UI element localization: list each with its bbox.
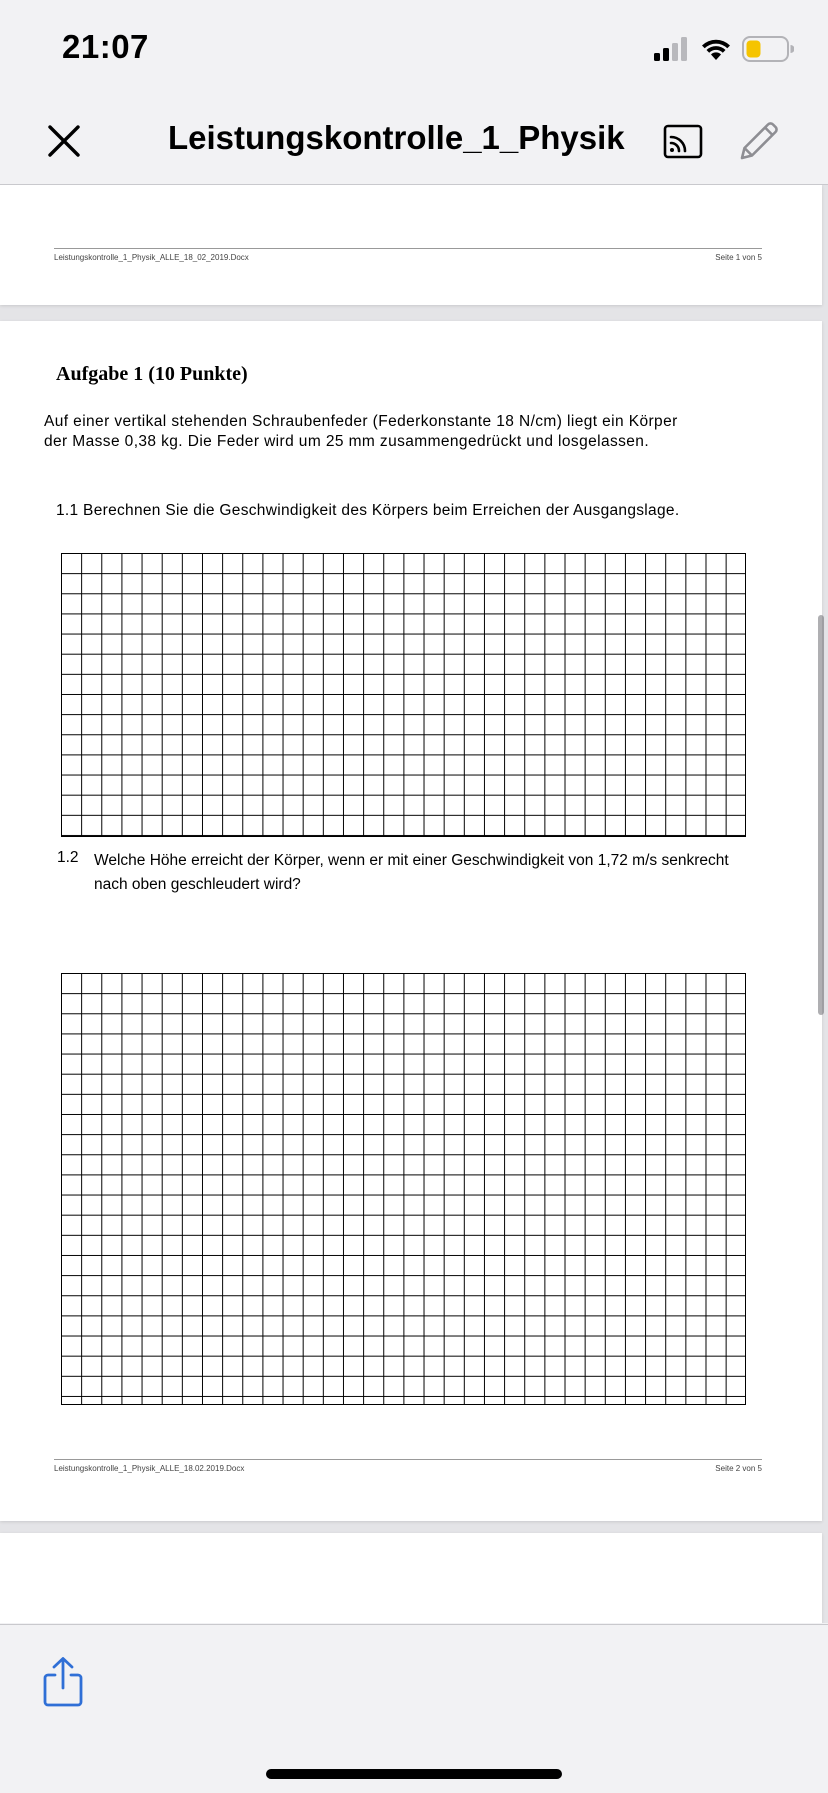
pencil-icon[interactable]	[736, 118, 782, 164]
bottom-toolbar	[0, 1624, 828, 1793]
wifi-icon	[700, 37, 732, 61]
footer-filename: Leistungskontrolle_1_Physik_ALLE_18_02_2019.Docx	[54, 253, 249, 262]
answer-grid-1-2	[61, 973, 746, 1405]
footer-page-number: Seite 1 von 5	[715, 253, 762, 262]
status-bar	[0, 0, 828, 100]
question-1-1: 1.1 Berechnen Sie die Geschwindigkeit des Körpers beim Erreichen der Ausgangslage.	[56, 502, 680, 519]
share-icon[interactable]	[40, 1655, 86, 1709]
task-heading: Aufgabe 1 (10 Punkte)	[56, 363, 248, 385]
page-footer	[54, 248, 762, 262]
document-title: Leistungskontrolle_1_Physik	[168, 119, 625, 156]
scroll-indicator[interactable]	[818, 615, 824, 1015]
document-viewer[interactable]	[0, 185, 828, 1623]
task-intro: Auf einer vertikal stehenden Schraubenfeder (Federkonstante 18 N/cm) liegt ein Körper der Masse 0,38 kg. Die Feder wird um 25 mm zusammengedrückt und losgelassen.	[44, 413, 678, 450]
cast-icon[interactable]	[662, 123, 704, 161]
question-1-2-number: 1.2	[57, 849, 79, 866]
page-2	[0, 321, 822, 1521]
battery-low-icon	[742, 36, 794, 62]
page-1	[0, 185, 822, 305]
close-icon[interactable]	[44, 121, 84, 161]
footer-filename: Leistungskontrolle_1_Physik_ALLE_18.02.2019.Docx	[54, 1464, 245, 1473]
question-1-2: Welche Höhe erreicht der Körper, wenn er mit einer Geschwindigkeit von 1,72 m/s senkrecht nach oben geschleudert wird?	[94, 852, 729, 893]
nav-bar	[0, 100, 828, 185]
cellular-signal-icon	[654, 37, 690, 61]
footer-page-number: Seite 2 von 5	[715, 1464, 762, 1473]
page-3	[0, 1533, 822, 1623]
answer-grid-1-1	[61, 553, 746, 837]
page-footer	[54, 1459, 762, 1473]
home-indicator[interactable]	[266, 1769, 562, 1779]
status-time: 21:07	[62, 28, 149, 65]
status-icons	[654, 34, 794, 64]
